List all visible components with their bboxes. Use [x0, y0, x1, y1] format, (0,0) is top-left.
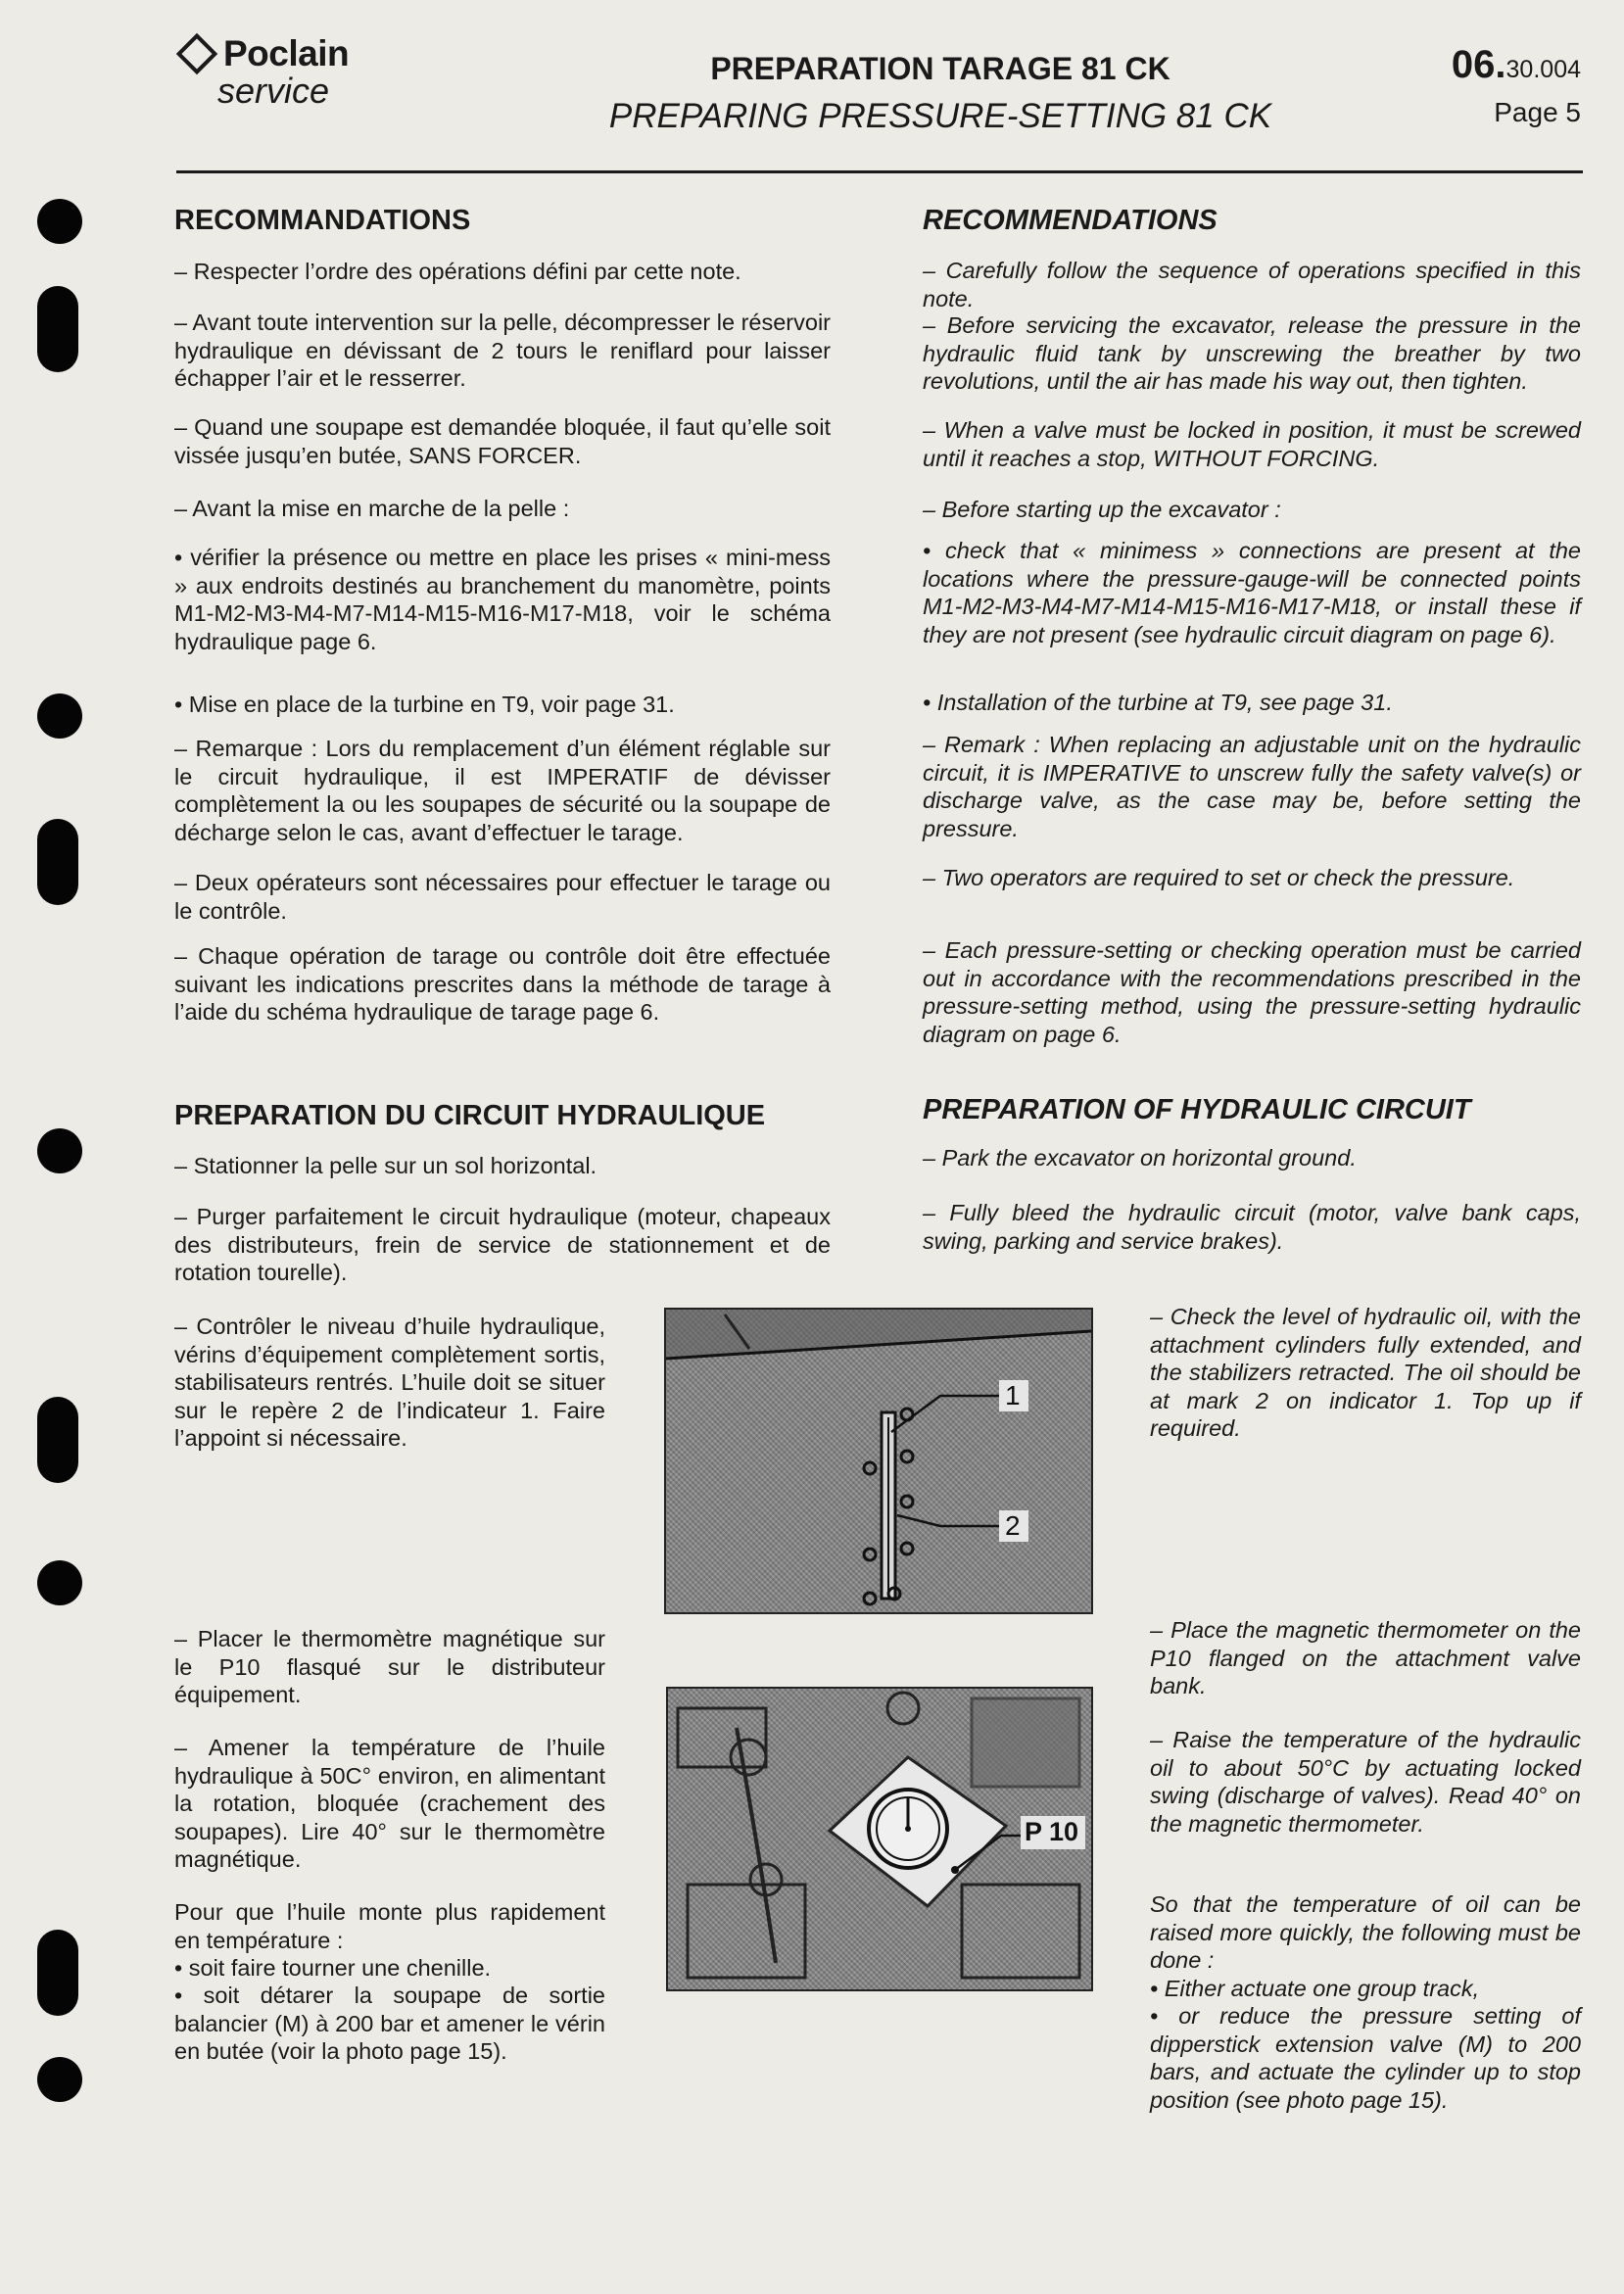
fr-rec-paragraph: • Mise en place de la turbine en T9, voir page 31.	[174, 692, 675, 717]
fr-prep-paragraph: – Purger parfaitement le circuit hydraulique (moteur, chapeaux des distributeurs, frein de service de stationnement et de rotation tourelle).	[174, 1204, 831, 1285]
en-prep-paragraph: So that the temperature of oil can be raised more quickly, the following must be done :	[1150, 1891, 1581, 1973]
en-prep-paragraph: – Check the level of hydraulic oil, with the attachment cylinders fully extended, and the stabilizers retracted. The oil should be at mark 2 on indicator 1. Top up if required.	[1150, 1304, 1581, 1441]
fr-rec-paragraph: • vérifier la présence ou mettre en place les prises « mini-mess » aux endroits destinés au branchement du manomètre, points M1-M2-M3-M4-M7-M14-M15-M16-M17-M18, voir le schéma hydraulique page 6.	[174, 545, 831, 654]
binder-hole	[37, 1397, 78, 1483]
thermometer-label-p10: P 10	[1025, 1817, 1079, 1846]
fr-rec-paragraph: – Remarque : Lors du remplacement d’un élément réglable sur le circuit hydraulique, il est IMPERATIF de dévisser complètement la ou les soupapes de sécurité ou la soupape de décharge selon le cas, avant d’effectuer le tarage.	[174, 736, 831, 845]
doc-number-sub: 30.004	[1505, 56, 1581, 83]
en-prep-paragraph: – Fully bleed the hydraulic circuit (motor, valve bank caps, swing, parking and service brakes).	[923, 1200, 1581, 1254]
en-prep-paragraph: • or reduce the pressure setting of dipperstick extension valve (M) to 200 bars, and actuate the cylinder up to stop position (see photo page 15).	[1150, 2003, 1581, 2113]
en-rec-paragraph: – When a valve must be locked in position, it must be screwed until it reaches a stop, WITHOUT FORCING.	[923, 417, 1581, 471]
title-french: PREPARATION TARAGE 81 CK	[710, 51, 1170, 86]
en-rec-paragraph: – Before starting up the excavator :	[923, 497, 1281, 522]
en-prep-paragraph: – Raise the temperature of the hydraulic oil to about 50°C by actuating locked swing (discharge of valves). Read 40° on the magnetic thermometer.	[1150, 1727, 1581, 1837]
en-rec-paragraph: – Before servicing the excavator, release the pressure in the hydraulic fluid tank by unscrewing the breather by two revolutions, until the air has made his way out, then tighten.	[923, 312, 1581, 394]
binder-hole	[37, 2057, 82, 2102]
en-rec-paragraph: – Remark : When replacing an adjustable unit on the hydraulic circuit, it is IMPERATIVE to unscrew fully the safety valve(s) or discharge valve, as the case may be, before setting the pressure.	[923, 732, 1581, 841]
fr-prep-paragraph: – Stationner la pelle sur un sol horizontal.	[174, 1153, 597, 1178]
en-rec-paragraph: – Two operators are required to set or check the pressure.	[923, 865, 1515, 890]
fr-rec-paragraph: – Quand une soupape est demandée bloquée, il faut qu’elle soit vissée jusqu’en butée, SANS FORCER.	[174, 414, 831, 468]
en-rec-paragraph: • Installation of the turbine at T9, see page 31.	[923, 690, 1393, 715]
binder-hole	[37, 1930, 78, 2016]
oil-indicator-drawing	[666, 1310, 1091, 1612]
binder-hole	[37, 1128, 82, 1173]
binder-hole	[37, 286, 78, 372]
en-rec-paragraph: – Carefully follow the sequence of operations specified in this note.	[923, 258, 1581, 311]
fr-prep-paragraph: – Placer le thermomètre magnétique sur le P10 flasqué sur le distributeur équipement.	[174, 1626, 605, 1707]
indicator-label-2: 2	[1005, 1510, 1021, 1541]
binder-hole	[37, 1560, 82, 1605]
page-number: Page 5	[1494, 97, 1581, 127]
en-preparation-heading: PREPARATION OF HYDRAULIC CIRCUIT	[923, 1094, 1471, 1125]
en-prep-paragraph: – Park the excavator on horizontal ground.	[923, 1145, 1357, 1171]
fr-rec-paragraph: – Chaque opération de tarage ou contrôle doit être effectuée suivant les indications prescrites dans la méthode de tarage à l’aide du schéma hydraulique de tarage page 6.	[174, 943, 831, 1025]
fr-rec-paragraph: – Deux opérateurs sont nécessaires pour effectuer le tarage ou le contrôle.	[174, 870, 831, 924]
binder-hole	[37, 693, 82, 739]
fr-recommendations-heading: RECOMMANDATIONS	[174, 205, 471, 236]
indicator-label-1: 1	[1005, 1380, 1021, 1410]
thermometer-p10-photo	[666, 1687, 1093, 1991]
doc-number-main: 06.	[1451, 43, 1506, 86]
brand-name: Poclain	[223, 33, 350, 73]
fr-rec-paragraph: – Avant toute intervention sur la pelle, décompresser le réservoir hydraulique en dévissant de 2 tours le reniflard pour laisser échapper l’air et le resserrer.	[174, 310, 831, 391]
title-english: PREPARING PRESSURE-SETTING 81 CK	[608, 97, 1272, 135]
fr-rec-paragraph: – Respecter l’ordre des opérations défini par cette note.	[174, 259, 741, 284]
en-prep-paragraph: • Either actuate one group track,	[1150, 1976, 1480, 2001]
fr-prep-paragraph: • soit faire tourner une chenille.	[174, 1955, 492, 1981]
binder-hole	[37, 819, 78, 905]
binder-holes	[37, 0, 76, 2294]
binder-hole	[37, 199, 82, 244]
fr-rec-paragraph: – Avant la mise en marche de la pelle :	[174, 496, 570, 521]
fr-prep-paragraph: Pour que l’huile monte plus rapidement en température :	[174, 1899, 605, 1953]
brand-service: service	[217, 71, 330, 111]
en-recommendations-heading: RECOMMENDATIONS	[923, 205, 1218, 236]
en-rec-paragraph: – Each pressure-setting or checking operation must be carried out in accordance with the recommendations prescribed in the pressure-setting method, using the pressure-setting hydraulic diagram on page 6.	[923, 937, 1581, 1047]
en-prep-paragraph: – Place the magnetic thermometer on the P10 flanged on the attachment valve bank.	[1150, 1617, 1581, 1698]
fr-prep-paragraph: – Contrôler le niveau d’huile hydraulique, vérins d’équipement complètement sortis, stabilisateurs rentrés. L’huile doit se situer sur le repère 2 de l’indicateur 1. Faire l’appoint si nécessaire.	[174, 1314, 605, 1451]
fr-prep-paragraph: • soit détarer la soupape de sortie balancier (M) à 200 bar et amener le vérin en butée (voir la photo page 15).	[174, 1983, 605, 2064]
en-rec-paragraph: • check that « minimess » connections are present at the locations where the pressure-gauge-will be connected points M1-M2-M3-M4-M7-M14-M15-M16-M17-M18, or install these if they are not present (see hydraulic circuit diagram on page 6).	[923, 538, 1581, 647]
oil-level-indicator-photo	[664, 1308, 1093, 1614]
fr-prep-paragraph: – Amener la température de l’huile hydraulique à 50C° environ, en alimentant la rotation, bloquée (crachement des soupapes). Lire 40° sur le thermomètre magnétique.	[174, 1735, 605, 1872]
fr-preparation-heading: PREPARATION DU CIRCUIT HYDRAULIQUE	[174, 1100, 766, 1131]
